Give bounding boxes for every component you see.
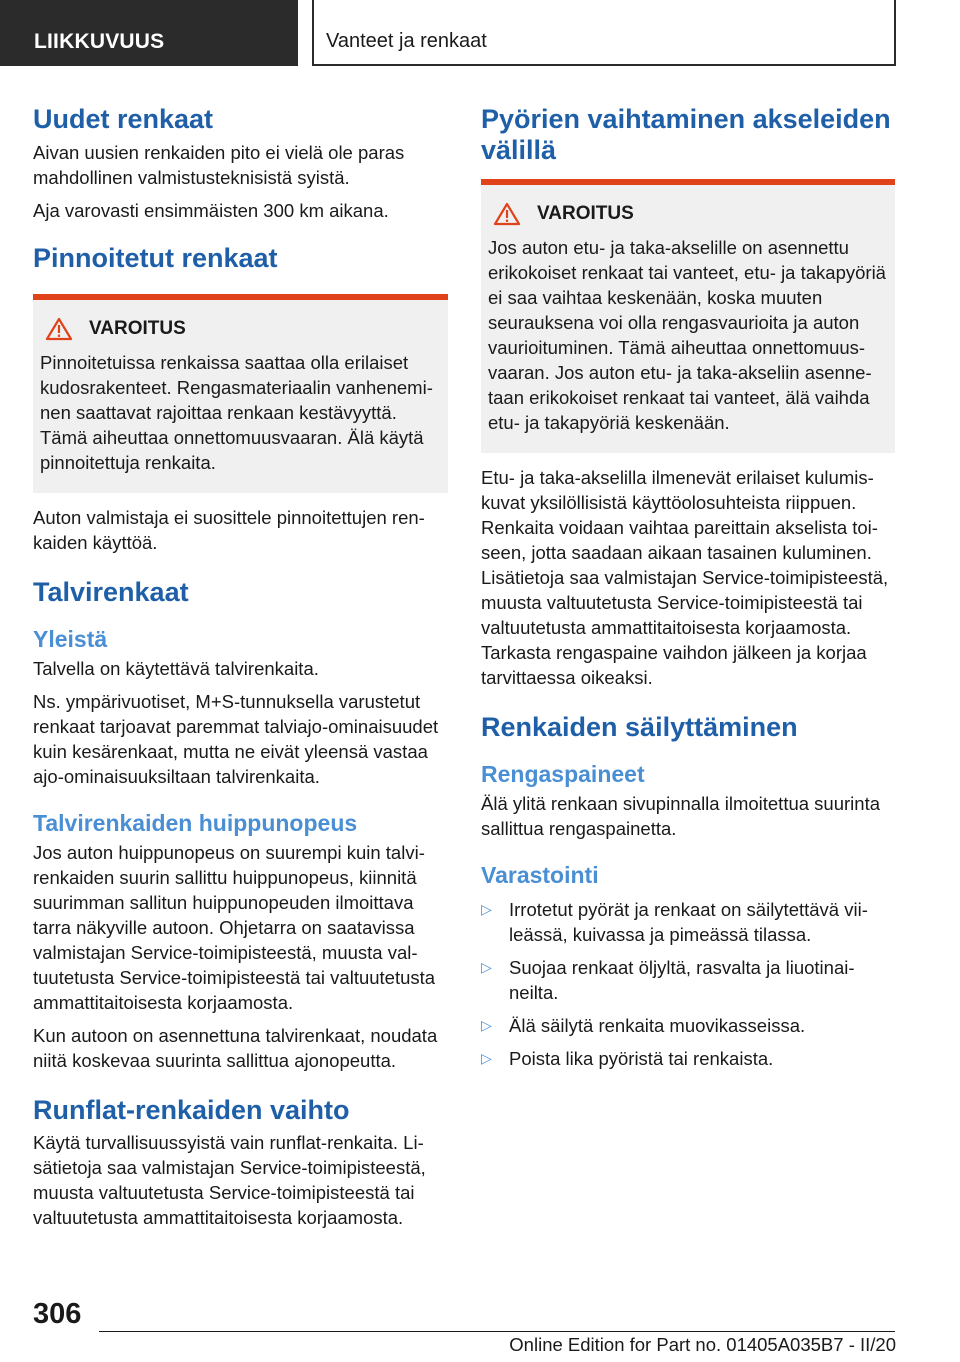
warning-text-rotation: Jos auton etu- ja taka-akselille on asennettu erikokoiset renkaat tai vanteet, etu- ja takapyöriä ei saa vaihtaa keskenään, koska muuten seurauksena voi olla rengasvaurioita ja auton vaurioituminen. Tämä aiheuttaa onnettomuusvaaran. Jos auton etu- ja taka-akseliin asennetaan erikokoiset renkaat tai vanteet, älä vaihda etu- ja takapyöriä keskenään.	[488, 237, 886, 433]
subheading-general: Yleistä	[33, 626, 108, 652]
pressure-text-1: Älä ylitä renkaan sivupinnalla ilmoitettua suurinta sallittua rengaspainetta.	[481, 793, 880, 839]
runflat-text-1: Käytä turvallisuussyistä vain runflat-renkaita. Lisätietoja saa valmistajan Service-toimipisteestä, muusta valtuutetusta Service-toimipisteestä tai valtuutetusta ammattitaitoisesta korjaamosta.	[33, 1132, 426, 1228]
list-item-text: Suojaa renkaat öljyltä, rasvalta ja liuotinaineilta.	[509, 957, 855, 1003]
heading-wheel-rotation: Pyörien vaihtaminen akseleiden välillä	[481, 104, 891, 165]
list-item	[481, 1046, 895, 1071]
list-item-text: Poista lika pyöristä tai renkaista.	[509, 1048, 774, 1069]
warning-triangle-icon	[45, 317, 73, 341]
winter-text-4: Kun autoon on asennettuna talvirenkaat, noudata niitä koskevaa suurinta sallittua ajonopeutta.	[33, 1025, 438, 1071]
warning-box-retreaded	[33, 294, 448, 493]
warning-title	[488, 201, 887, 227]
new-tires-text-2: Aja varovasti ensimmäisten 300 km aikana.	[33, 200, 389, 221]
left-column	[33, 100, 448, 1230]
retreaded-text-1: Auton valmistaja ei suosittele pinnoitettujen renkaiden käyttöä.	[33, 507, 425, 553]
subheading-winter-speed: Talvirenkaiden huippunopeus	[33, 810, 358, 836]
triangle-bullet-icon: ▷	[481, 1050, 492, 1066]
page-header	[0, 0, 960, 68]
list-item-text: Älä säilytä renkaita muovikasseissa.	[509, 1015, 806, 1036]
list-item	[481, 955, 895, 1005]
subheading-tire-pressures: Rengaspaineet	[481, 761, 645, 787]
warning-title-label: VAROITUS	[537, 203, 634, 224]
winter-text-1: Talvella on käytettävä talvirenkaita.	[33, 658, 319, 679]
list-item-text: Irrotetut pyörät ja renkaat on säilytettävä viileässä, kuivassa ja pimeässä tilassa.	[509, 899, 868, 945]
heading-runflat: Runflat-renkaiden vaihto	[33, 1095, 350, 1125]
section-tab: LIIKKUVUUS	[0, 0, 298, 66]
footer-divider	[99, 1331, 895, 1332]
edition-text: Online Edition for Part no. 01405A035B7 - II/20	[509, 1334, 896, 1355]
warning-box-rotation	[481, 179, 895, 453]
new-tires-text-1: Aivan uusien renkaiden pito ei vielä ole paras mahdollinen valmistusteknisistä syistä.	[33, 142, 405, 188]
heading-winter-tires: Talvirenkaat	[33, 577, 189, 607]
list-item	[481, 1013, 895, 1038]
rotation-text-1: Etu- ja taka-akselilla ilmenevät erilaiset kulumiskuvat yksilöllisistä käyttöolosuhteista riippuen. Renkaita voidaan vaihtaa pareittain akselista toiseen, jotta saadaan aikaan tasainen kuluminen. Lisätietoja saa valmistajan Service-toimipisteestä, muusta valtuutetusta Service-toimipisteestä tai valtuutetusta ammattitaitoisesta korjaamosta. Tarkasta rengaspaine vaihdon jälkeen ja korjaa tarvittaessa oikeaksi.	[481, 467, 889, 688]
triangle-bullet-icon: ▷	[481, 959, 492, 975]
warning-text-retreaded: Pinnoitetuissa renkaissa saattaa olla erilaiset kudosrakenteet. Rengasmateriaalin vanheneminen saattavat rajoittaa renkaan kestävyyttä. Tämä aiheuttaa onnettomuusvaaran. Älä käytä pinnoitettuja renkaita.	[40, 352, 433, 473]
page-number: 306	[33, 1298, 82, 1330]
warning-title-label: VAROITUS	[89, 318, 186, 339]
storage-list	[481, 897, 895, 1071]
winter-text-3: Jos auton huippunopeus on suurempi kuin talvirenkaiden suurin sallittu huippunopeus, kiinnitä suurimman sallitun huippunopeuden ilmoittava tarra näkyville autoon. Ohjetarra on saatavissa valmistajan Service-toimipisteestä, muusta valtuutetusta Service-toimipisteestä tai valtuutetusta ammattitaitoisesta korjaamosta.	[33, 842, 436, 1013]
heading-tire-storage: Renkaiden säilyttäminen	[481, 712, 798, 742]
heading-new-tires: Uudet renkaat	[33, 104, 214, 134]
warning-title	[40, 316, 440, 342]
winter-text-2: Ns. ympärivuotiset, M+S-tunnuksella varustetut renkaat tarjoavat paremmat talviajo-ominaisuudet kuin kesärenkaat, mutta ne eivät yleensä vastaa ajo-ominaisuuksiltaan talvirenkaita.	[33, 691, 439, 787]
right-column	[481, 100, 895, 1071]
triangle-bullet-icon: ▷	[481, 901, 492, 917]
triangle-bullet-icon: ▷	[481, 1017, 492, 1033]
heading-retreaded-tires: Pinnoitetut renkaat	[33, 243, 278, 273]
topic-tab: Vanteet ja renkaat	[312, 0, 896, 66]
warning-triangle-icon	[493, 202, 521, 226]
list-item	[481, 897, 895, 947]
subheading-storing: Varastointi	[481, 862, 599, 888]
